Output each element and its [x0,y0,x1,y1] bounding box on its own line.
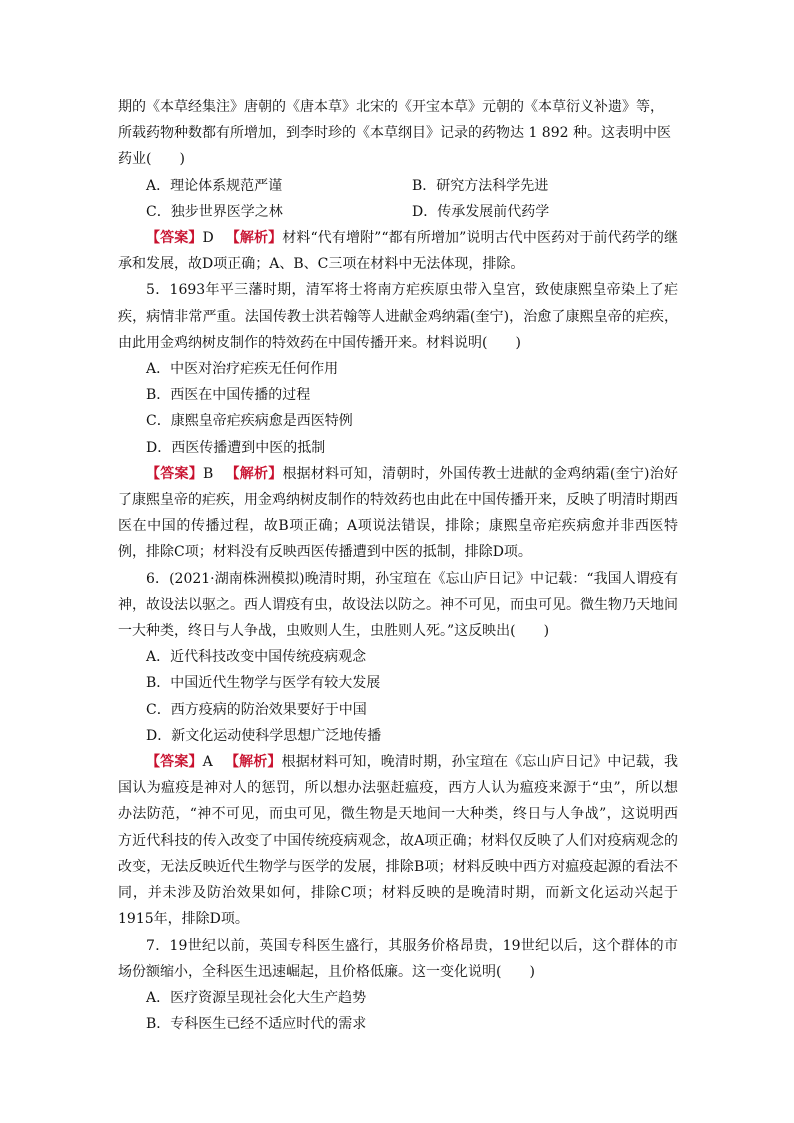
q7-stem: 7．19世纪以前，英国专科医生盛行，其服务价格昂贵，19世纪以后，这个群体的市场份额缩小，全科医生迅速崛起，且价格低廉。这一变化说明( ) [118,937,678,980]
q5-answer: B [202,465,214,482]
q5-option-d: D．西医传播遭到中医的抵制 [146,439,326,456]
q4-option-c: C．独步世界医学之林 [146,203,283,220]
q5-option-b: B．西医在中国传播的过程 [146,387,311,404]
analysis-label: 【解析】 [224,754,282,771]
q4-stem-line-3: 药业( ) [118,151,185,168]
q5-option-c: C．康熙皇帝疟疾病愈是西医特例 [146,413,353,430]
q5-option-a: A．中医对治疗疟疾无任何作用 [146,361,339,378]
q6-stem: 6．(2021·湖南株洲模拟)晚清时期，孙宝瑄在《忘山庐日记》中记载：“我国人谓疫有神，故设法以驱之。西人谓疫有虫，故设法以防之。神不可见，而虫可见。微生物乃天地间一大种类，终日与人争战，虫败则人生，虫胜则人死。”这反映出( ) [118,570,678,640]
document-page [118,94,678,1037]
q4-options [118,173,678,225]
q4-option-d: D．传承发展前代药学 [412,203,550,220]
q6-option-d: D．新文化运动使科学思想广泛地传播 [146,727,382,744]
q6-option-a: A．近代科技改变中国传统疫病观念 [146,649,367,666]
q6-analysis: 根据材料可知，晚清时期，孙宝瑄在《忘山庐日记》中记载，我国认为瘟疫是神对人的惩罚，所以想办法驱赶瘟疫，西方人认为瘟疫来源于“虫”，所以想办法防范，“神不可见，而虫可见，微生物是天地间一大种类，终日与人争战”，这说明西方近代科技的传入改变了中国传统疫病观念，故A项正确；材料仅反映了人们对疫病观念的改变，无法反映近代生物学与医学的发展，排除B项；材料反映中西方对瘟疫起源的看法不同，并未涉及防治效果如何，排除C项；材料反映的是晚清时期，而新文化运动兴起于1915年，排除D项。 [118,754,679,928]
q4-option-a: A．理论体系规范严谨 [146,177,283,194]
answer-label: 【答案】 [146,465,203,482]
q6-option-b: B．中国近代生物学与医学有较大发展 [146,675,381,692]
q4-stem-line-1: 期的《本草经集注》唐朝的《唐本草》北宋的《开宝本草》元朝的《本草衍义补遗》等， [118,99,664,115]
q4-answer-block [118,225,678,277]
q5-analysis: 根据材料可知，清朝时，外国传教士进献的金鸡纳霜(奎宁)治好了康熙皇帝的疟疾，用金鸡纳树皮制作的特效药也由此在中国传播开来，反映了明清时期西医在中国的传播过程，故B项正确；A项说法错误，排除；康熙皇帝疟疾病愈并非西医特例，排除C项；材料没有反映西医传播遭到中医的抵制，排除D项。 [118,465,678,561]
q5-stem: 5．1693年平三藩时期，清军将士将南方疟疾原虫带入皇宫，致使康熙皇帝染上了疟疾，病情非常严重。法国传教士洪若翰等人进献金鸡纳霜(奎宁)，治愈了康熙皇帝的疟疾，由此用金鸡纳树皮制作的特效药在中国传播开来。材料说明( ) [118,282,678,351]
q7-option-b: B．专科医生已经不适应时代的需求 [146,1016,367,1033]
q4-answer: D [202,230,214,247]
analysis-label: 【解析】 [225,230,283,247]
q4-stem-line-2: 所载药物种数都有所增加，到李时珍的《本草纲目》记录的药物达 1 892 种。这表明中医 [118,125,671,142]
q6-answer-block [118,749,678,932]
q4-option-b: B．研究方法科学先进 [412,177,549,194]
q7-option-a: A．医疗资源呈现社会化大生产趋势 [146,989,367,1006]
q5-answer-block [118,461,678,566]
answer-label: 【答案】 [146,754,203,771]
q4-analysis: 材料“代有增附”“都有所增加”说明古代中医药对于前代药学的继承和发展，故D项正确；A、B、C三项在材料中无法体现，排除。 [118,230,678,273]
answer-label: 【答案】 [146,230,203,247]
analysis-label: 【解析】 [225,465,283,482]
q6-option-c: C．西方疫病的防治效果要好于中国 [146,701,367,718]
q6-answer: A [202,754,213,771]
